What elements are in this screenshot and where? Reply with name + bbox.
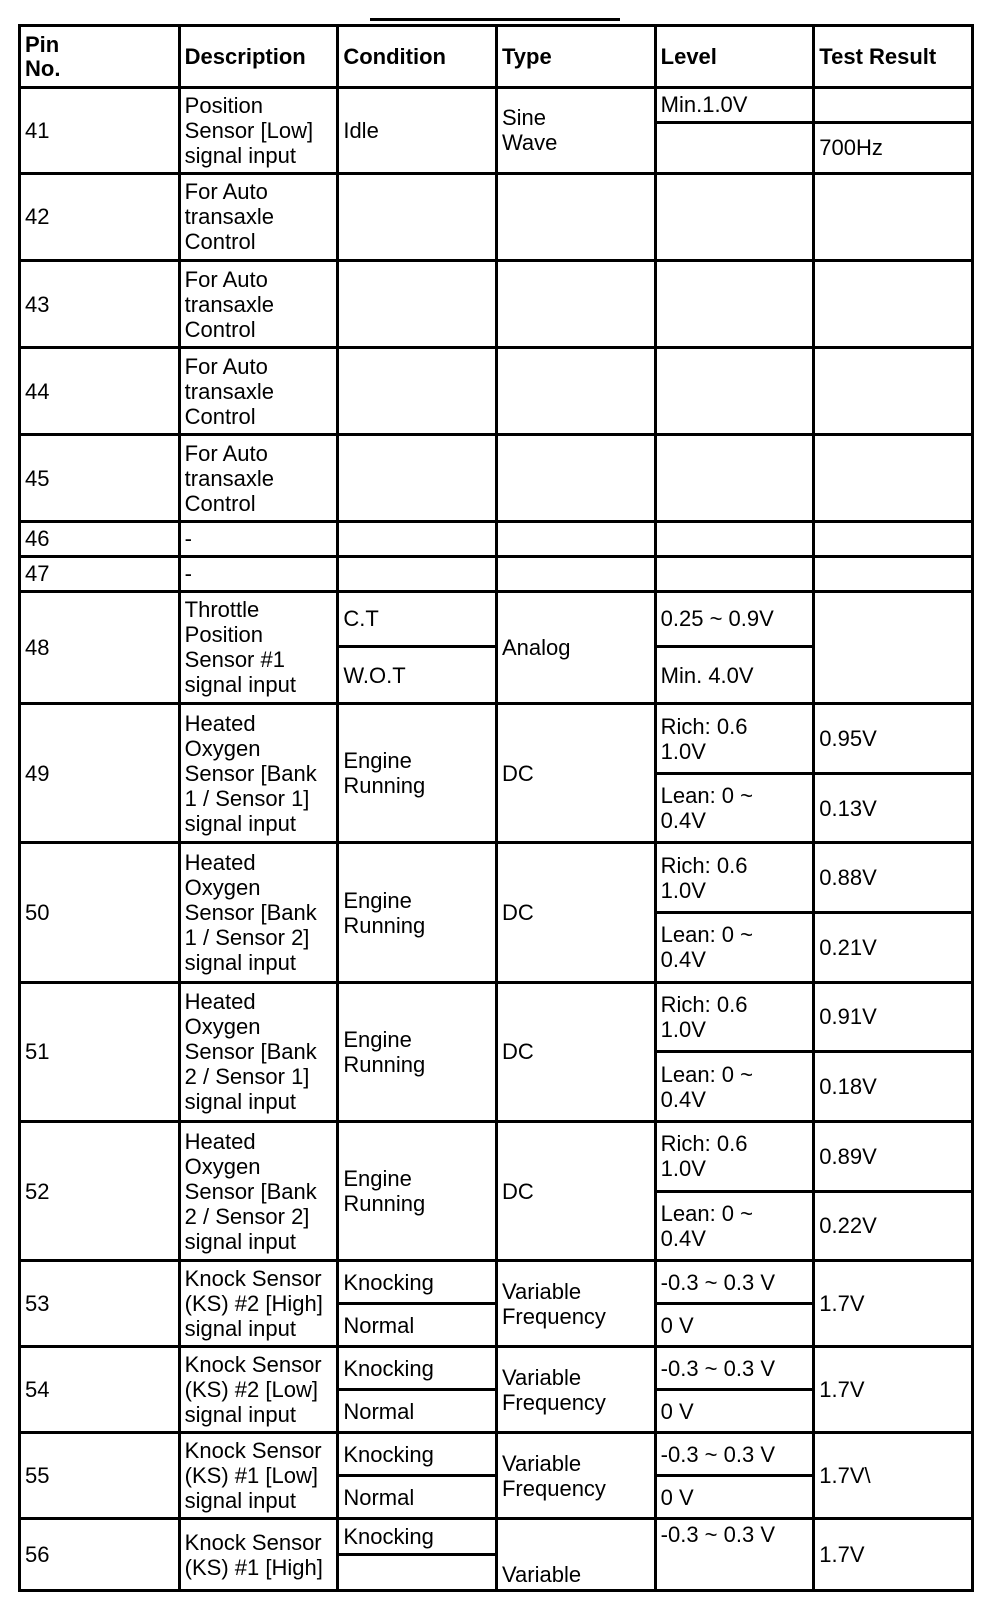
table-row xyxy=(20,591,973,646)
pin-number: 50 xyxy=(20,843,180,982)
table-row xyxy=(20,1519,973,1555)
table-row xyxy=(20,843,973,913)
pin-level xyxy=(655,556,814,591)
table-row xyxy=(20,982,973,1052)
table-row xyxy=(20,173,973,260)
pin-description: Position Sensor [Low] signal input xyxy=(179,88,338,174)
pin-type: Variable Frequency xyxy=(496,1433,655,1519)
header-description: Description xyxy=(179,26,338,88)
ecm-pin-table xyxy=(18,24,974,1592)
pin-condition: Engine Running xyxy=(338,704,497,843)
pin-test-result: 0.18V xyxy=(814,1052,973,1122)
pin-level: Lean: 0 ~ 0.4V xyxy=(655,1191,814,1261)
table-row xyxy=(20,1121,973,1191)
pin-number: 53 xyxy=(20,1261,180,1347)
pin-level: 0 V xyxy=(655,1390,814,1433)
pin-level: -0.3 ~ 0.3 V xyxy=(655,1433,814,1476)
pin-condition xyxy=(338,173,497,260)
pin-description: Heated Oxygen Sensor [Bank 2 / Sensor 2] signal input xyxy=(179,1121,338,1260)
pin-condition: Knocking xyxy=(338,1433,497,1476)
pin-level: -0.3 ~ 0.3 V xyxy=(655,1347,814,1390)
pin-level xyxy=(655,122,814,173)
pin-level: Rich: 0.6 1.0V xyxy=(655,843,814,913)
pin-description: For Auto transaxle Control xyxy=(179,261,338,348)
pin-number: 42 xyxy=(20,173,180,260)
pin-description: Knock Sensor (KS) #1 [High] xyxy=(179,1519,338,1591)
pin-test-result xyxy=(814,261,973,348)
header-type: Type xyxy=(496,26,655,88)
pin-description: - xyxy=(179,556,338,591)
pin-description: For Auto transaxle Control xyxy=(179,348,338,435)
pin-condition: C.T xyxy=(338,591,497,646)
table-row xyxy=(20,556,973,591)
pin-type: Variable Frequency xyxy=(496,1261,655,1347)
pin-test-result xyxy=(814,522,973,557)
pin-level: 0 V xyxy=(655,1304,814,1347)
pin-level: Lean: 0 ~ 0.4V xyxy=(655,913,814,983)
pin-type xyxy=(496,556,655,591)
pin-type xyxy=(496,261,655,348)
header-level: Level xyxy=(655,26,814,88)
pin-test-result: 1.7V xyxy=(814,1519,973,1591)
header-pin-no: Pin No. xyxy=(20,26,180,88)
pin-test-result: 0.89V xyxy=(814,1121,973,1191)
pin-type: DC xyxy=(496,704,655,843)
pin-condition: Knocking xyxy=(338,1519,497,1555)
pin-number: 43 xyxy=(20,261,180,348)
pin-number: 44 xyxy=(20,348,180,435)
pin-number: 46 xyxy=(20,522,180,557)
pin-number: 54 xyxy=(20,1347,180,1433)
pin-test-result: 1.7V xyxy=(814,1347,973,1433)
pin-type: Variable Frequency xyxy=(496,1347,655,1433)
pin-test-result xyxy=(814,173,973,260)
table-row xyxy=(20,1261,973,1304)
table-row xyxy=(20,704,973,774)
pin-number: 45 xyxy=(20,435,180,522)
pin-type: Variable xyxy=(496,1519,655,1591)
table-row xyxy=(20,88,973,123)
pin-test-result: 700Hz xyxy=(814,122,973,173)
pin-condition xyxy=(338,522,497,557)
pin-type: DC xyxy=(496,982,655,1121)
pin-level: -0.3 ~ 0.3 V xyxy=(655,1261,814,1304)
pin-number: 48 xyxy=(20,591,180,704)
pin-type: Analog xyxy=(496,591,655,704)
pin-type xyxy=(496,522,655,557)
pin-type xyxy=(496,435,655,522)
pin-condition: Normal xyxy=(338,1390,497,1433)
pin-test-result xyxy=(814,556,973,591)
table-row xyxy=(20,522,973,557)
pin-condition: Engine Running xyxy=(338,843,497,982)
pin-condition: Normal xyxy=(338,1476,497,1519)
pin-level: Lean: 0 ~ 0.4V xyxy=(655,773,814,843)
pin-description: Heated Oxygen Sensor [Bank 1 / Sensor 2] signal input xyxy=(179,843,338,982)
pin-description: For Auto transaxle Control xyxy=(179,173,338,260)
header-row xyxy=(20,26,973,88)
pin-test-result: 0.13V xyxy=(814,773,973,843)
pin-condition: W.O.T xyxy=(338,646,497,703)
pin-test-result: 1.7V xyxy=(814,1261,973,1347)
pin-level xyxy=(655,261,814,348)
pin-number: 55 xyxy=(20,1433,180,1519)
pin-test-result xyxy=(814,348,973,435)
pin-test-result xyxy=(814,88,973,123)
pin-test-result: 0.21V xyxy=(814,913,973,983)
pin-condition xyxy=(338,556,497,591)
pin-test-result xyxy=(814,435,973,522)
pin-condition xyxy=(338,435,497,522)
pin-number: 41 xyxy=(20,88,180,174)
pin-number: 49 xyxy=(20,704,180,843)
table-row xyxy=(20,1433,973,1476)
pin-test-result: 0.88V xyxy=(814,843,973,913)
pin-test-result: 0.91V xyxy=(814,982,973,1052)
pin-level: 0 V xyxy=(655,1476,814,1519)
pin-test-result: 1.7V\ xyxy=(814,1433,973,1519)
pin-level: Rich: 0.6 1.0V xyxy=(655,982,814,1052)
pin-condition: Engine Running xyxy=(338,1121,497,1260)
pin-number: 52 xyxy=(20,1121,180,1260)
pin-level xyxy=(655,348,814,435)
header-condition: Condition xyxy=(338,26,497,88)
pin-level: -0.3 ~ 0.3 V xyxy=(655,1519,814,1591)
pin-condition: Knocking xyxy=(338,1347,497,1390)
pin-description: Heated Oxygen Sensor [Bank 1 / Sensor 1] signal input xyxy=(179,704,338,843)
pin-level: Rich: 0.6 1.0V xyxy=(655,704,814,774)
pin-description: Knock Sensor (KS) #2 [High] signal input xyxy=(179,1261,338,1347)
pin-condition: Idle xyxy=(338,88,497,174)
header-test-result: Test Result xyxy=(814,26,973,88)
pin-description: Knock Sensor (KS) #1 [Low] signal input xyxy=(179,1433,338,1519)
pin-condition: Knocking xyxy=(338,1261,497,1304)
table-row xyxy=(20,1347,973,1390)
table-row xyxy=(20,435,973,522)
pin-condition xyxy=(338,348,497,435)
pin-test-result: 0.22V xyxy=(814,1191,973,1261)
pin-type xyxy=(496,173,655,260)
pin-type: Sine Wave xyxy=(496,88,655,174)
pin-test-result xyxy=(814,591,973,704)
pin-number: 51 xyxy=(20,982,180,1121)
pin-level xyxy=(655,435,814,522)
pin-level: 0.25 ~ 0.9V xyxy=(655,591,814,646)
pin-level xyxy=(655,173,814,260)
pin-condition xyxy=(338,261,497,348)
pin-description: Throttle Position Sensor #1 signal input xyxy=(179,591,338,704)
pin-level: Lean: 0 ~ 0.4V xyxy=(655,1052,814,1122)
pin-level: Min.1.0V xyxy=(655,88,814,123)
pin-description: Heated Oxygen Sensor [Bank 2 / Sensor 1] signal input xyxy=(179,982,338,1121)
pin-description: - xyxy=(179,522,338,557)
top-rule xyxy=(370,18,620,21)
table-row xyxy=(20,261,973,348)
pin-number: 56 xyxy=(20,1519,180,1591)
pin-condition xyxy=(338,1554,497,1590)
pin-level xyxy=(655,522,814,557)
pin-condition: Engine Running xyxy=(338,982,497,1121)
pin-type: DC xyxy=(496,843,655,982)
pin-number: 47 xyxy=(20,556,180,591)
pin-description: Knock Sensor (KS) #2 [Low] signal input xyxy=(179,1347,338,1433)
pin-test-result: 0.95V xyxy=(814,704,973,774)
table-row xyxy=(20,348,973,435)
pin-type xyxy=(496,348,655,435)
pin-condition: Normal xyxy=(338,1304,497,1347)
pin-type: DC xyxy=(496,1121,655,1260)
pin-description: For Auto transaxle Control xyxy=(179,435,338,522)
pin-level: Min. 4.0V xyxy=(655,646,814,703)
pin-level: Rich: 0.6 1.0V xyxy=(655,1121,814,1191)
